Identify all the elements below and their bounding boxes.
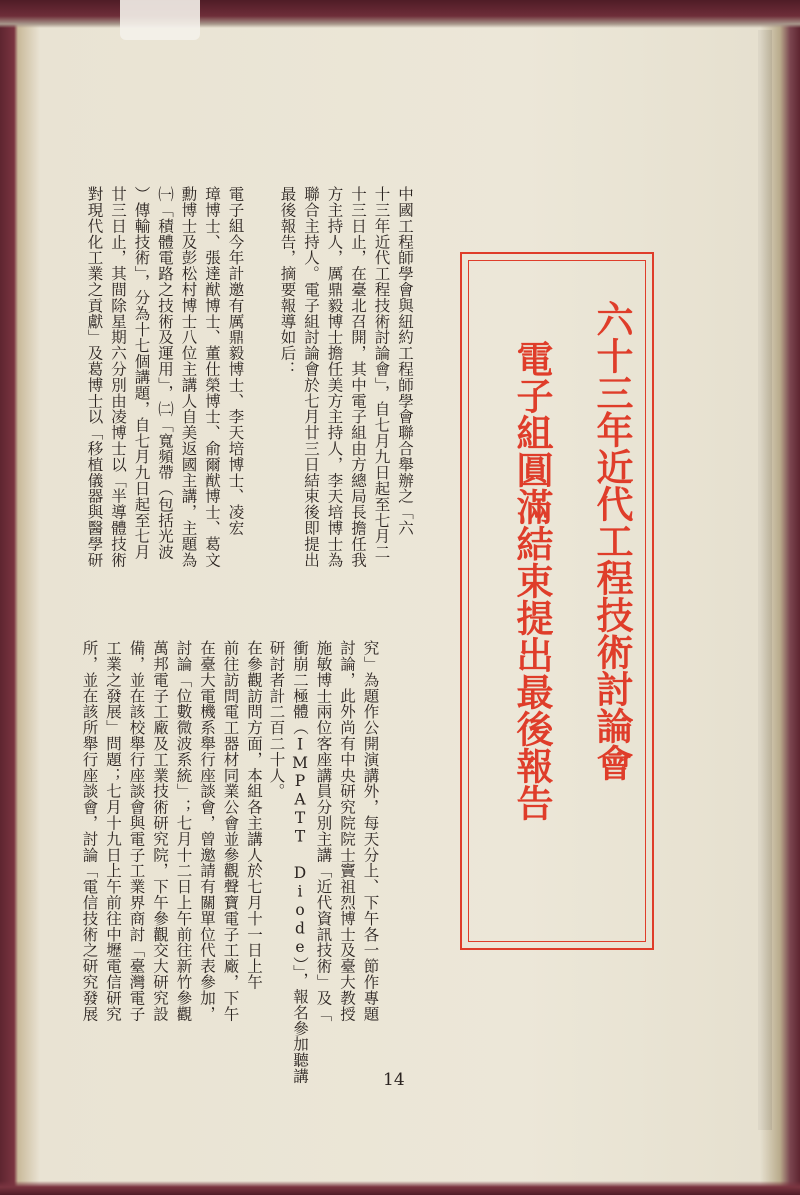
- title-line-1: 六十三年近代工程技術討論會: [590, 300, 633, 781]
- paper-tab: [120, 0, 200, 40]
- page-number: 14: [383, 1070, 405, 1090]
- article-paragraph-4: 在參觀訪問方面，本組各主講人於七月十一日上午 前往訪問電工器材同業公會並參觀聲寶電子工廠，下午 在臺大電機系舉行座談會，曾邀請有關單位代表參加， 討論「位數微波系統」；七月十二日上午前往新竹參觀 萬邦電子工廠及工業技術研究院，下午參觀交大研究設 備，並在該校舉行座談會與電子工業界商討「臺灣電子 工業之發展」問題；七月十九日上午前往中壢電信研究 所，並在該所舉行座談會，討論「電信技術之研究發展: [80, 640, 263, 1022]
- book-cover-bottom-edge: [0, 1181, 800, 1195]
- article-paragraph-3: 究」為題作公開演講外，每天分上、下午各一節作專題 討論，此外尚有中央研究院院士竇祖烈博士及臺大教授 施敏博士兩位客座講員分別主講「近代資訊技術」及「 衝崩二極體（IMPATT Diode）」，報名參加聽講 研討者計二百二十人。: [267, 640, 380, 1084]
- article-paragraph-2: 電子組今年計邀有厲鼎毅博士、李天培博士、凌宏 璋博士、張達猷博士、董仕榮博士、俞爾猷博士、葛文 勳博士及彭松村博士八位主講人自美返國主講，主題為 ㈠「積體電路之技術及運用」，㈡「寬頻帶（包括光波 ）傳輸技術」，分為十七個講題，自七月九日起至七月 廿三日止，其間除星期六分別由凌博士以「半導體技術 對現代化工業之貢獻」及葛博士以「移植儀器與醫學研: [85, 186, 245, 568]
- title-line-2: 電子組圓滿結束提出最後報告: [510, 340, 553, 821]
- binding-shadow: [758, 30, 772, 1130]
- article-paragraph-1: 中國工程師學會與紐約工程師學會聯合舉辦之「六 十三年近代工程技術討論會」，自七月九日起至七月二 十三日止，在臺北召開，其中電子組由方總局長擔任我 方主持人，厲鼎毅博士擔任美方主持人，李天培博士為 聯合主持人。電子組討論會於七月廿三日結束後即提出 最後報告，摘要報導如后：: [278, 186, 414, 568]
